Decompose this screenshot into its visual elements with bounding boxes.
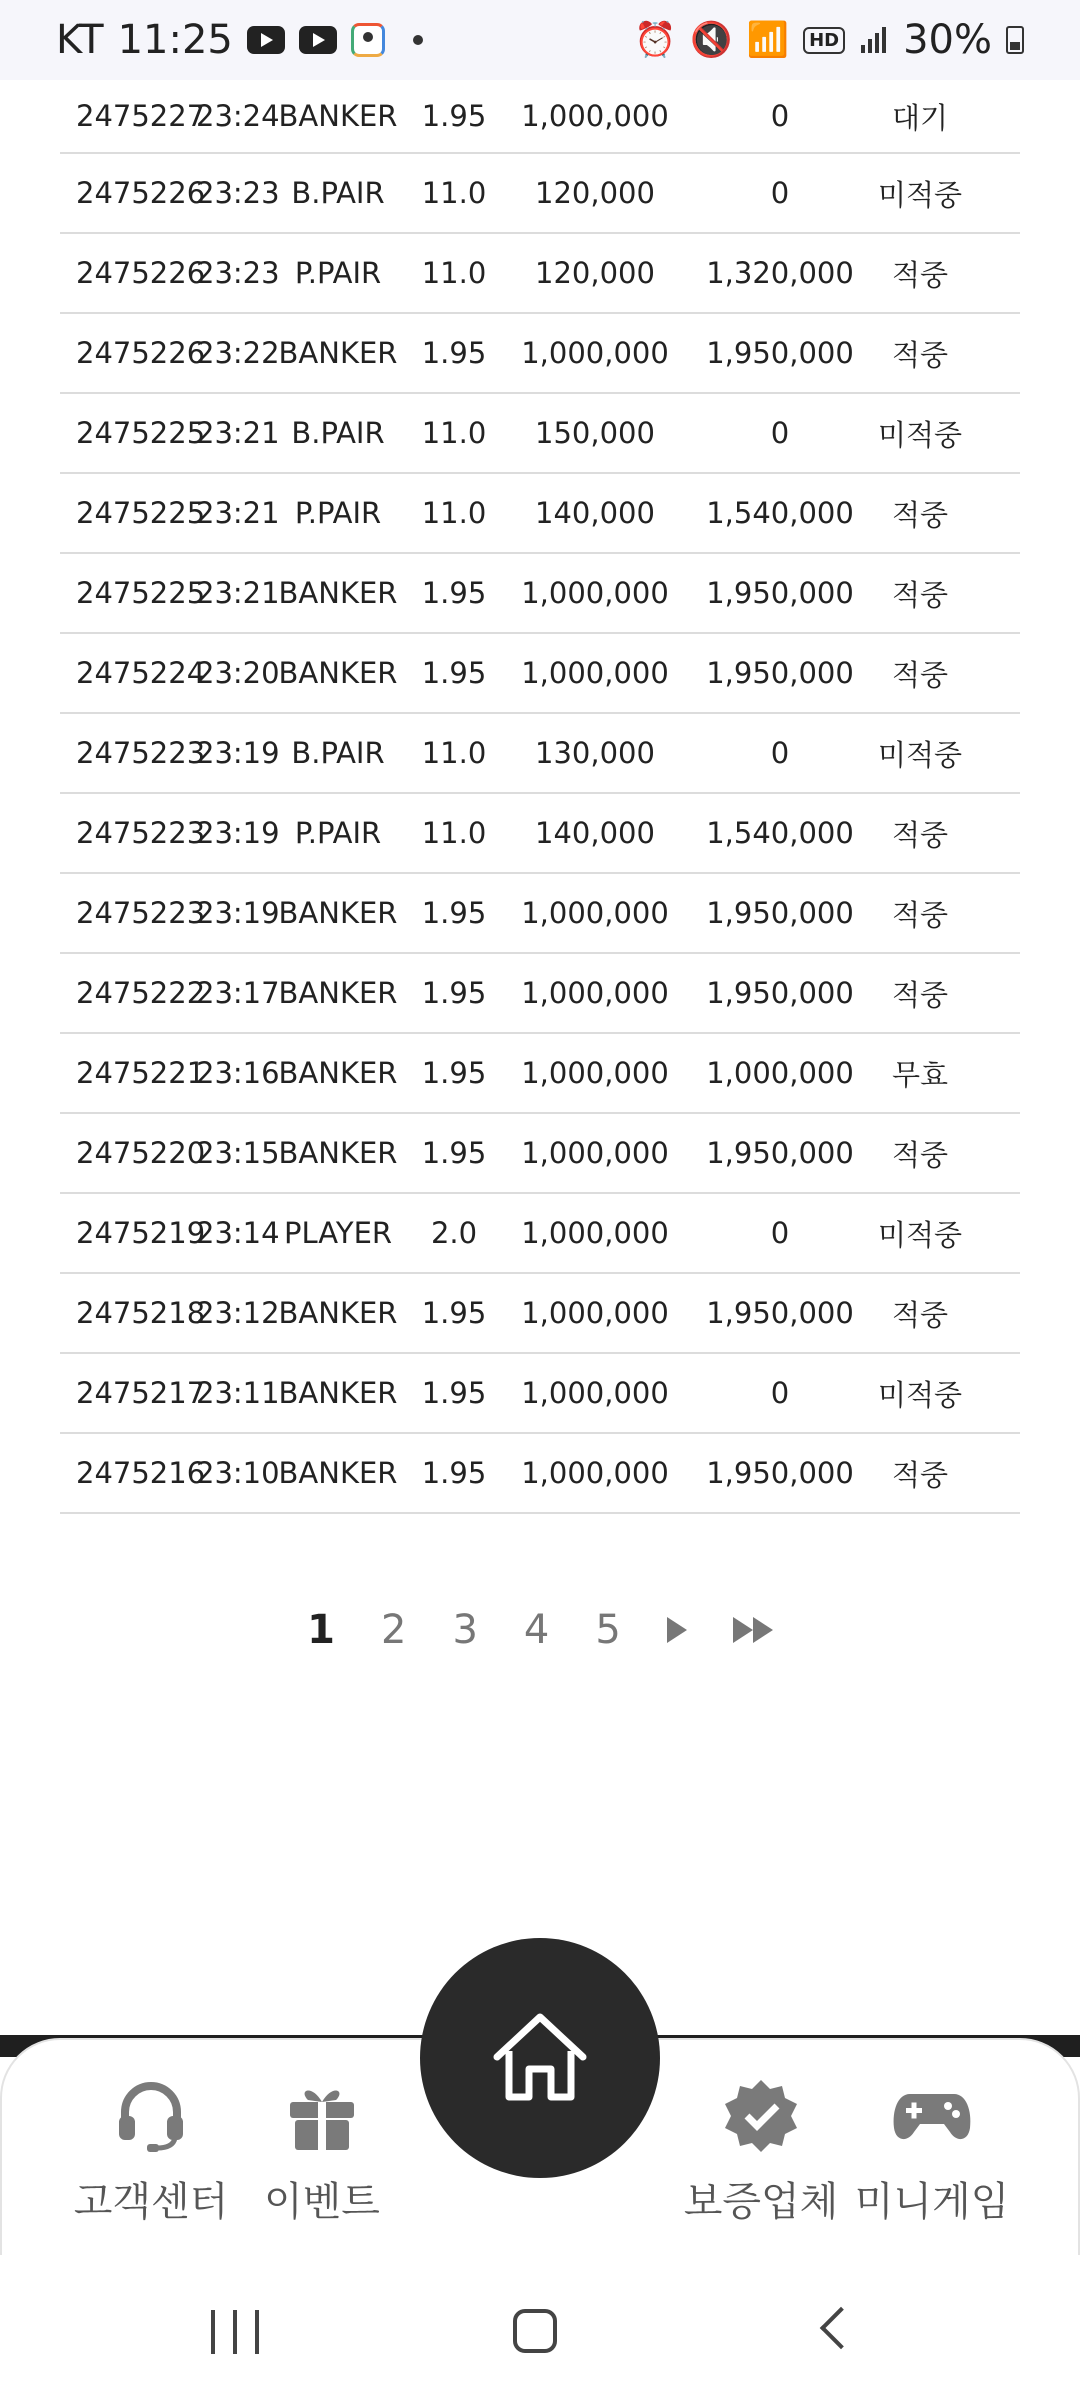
bet-odds-cell: 1.95 (421, 1296, 487, 1330)
bet-time-cell: 23:16 (196, 1056, 280, 1090)
win-amount-cell: 0 (770, 736, 790, 770)
carrier-label: KT (56, 17, 104, 63)
bet-id-cell: 2475219 (76, 1216, 206, 1250)
status-bar (0, 0, 1080, 80)
bet-id-cell: 2475218 (76, 1296, 206, 1330)
bet-amount-cell: 1,000,000 (521, 896, 669, 930)
bet-odds-cell: 11.0 (421, 816, 487, 850)
system-nav-bar (0, 2255, 1080, 2400)
pagination (0, 1595, 1080, 1665)
bet-amount-cell: 120,000 (535, 176, 655, 210)
win-amount-cell: 1,950,000 (706, 1136, 854, 1170)
bet-amount-cell: 150,000 (535, 416, 655, 450)
bet-odds-cell: 11.0 (421, 416, 487, 450)
result-cell: 적중 (891, 817, 949, 852)
bet-pick-cell: B.PAIR (291, 736, 385, 770)
bet-amount-cell: 1,000,000 (521, 1296, 669, 1330)
result-cell: 적중 (891, 497, 949, 532)
bet-amount-cell: 1,000,000 (521, 656, 669, 690)
bet-amount-cell: 1,000,000 (521, 1376, 669, 1410)
bet-pick-cell: BANKER (278, 1296, 398, 1330)
result-cell: 대기 (891, 100, 949, 135)
table-row[interactable] (60, 554, 1020, 634)
bet-amount-cell: 130,000 (535, 736, 655, 770)
youtube-icon (247, 26, 285, 54)
alarm-icon: ⏰ (634, 20, 677, 60)
bet-id-cell: 2475222 (76, 976, 206, 1010)
clock: 11:25 (117, 17, 233, 63)
last-page-icon[interactable] (733, 1617, 773, 1643)
result-cell: 미적중 (877, 1217, 963, 1252)
bet-id-cell: 2475225 (76, 496, 206, 530)
table-row[interactable] (60, 1354, 1020, 1434)
table-row[interactable] (60, 1274, 1020, 1354)
nav-label-events: 이벤트 (264, 2179, 380, 2225)
table-row[interactable] (60, 794, 1020, 874)
bet-id-cell: 2475223 (76, 736, 206, 770)
table-row[interactable] (60, 1194, 1020, 1274)
gift-icon (282, 2076, 362, 2156)
bet-amount-cell: 140,000 (535, 496, 655, 530)
recent-apps-icon[interactable] (211, 2310, 259, 2354)
mute-icon: 🔇 (690, 20, 733, 60)
bet-id-cell: 2475226 (76, 336, 206, 370)
table-row[interactable] (60, 1034, 1020, 1114)
nav-minigame[interactable] (847, 2076, 1017, 2227)
bet-id-cell: 2475223 (76, 816, 206, 850)
bet-amount-cell: 1,000,000 (521, 1216, 669, 1250)
table-row[interactable] (60, 234, 1020, 314)
win-amount-cell: 1,950,000 (706, 336, 854, 370)
bet-pick-cell: BANKER (278, 1456, 398, 1490)
status-right (634, 17, 1024, 63)
bet-odds-cell: 1.95 (421, 896, 487, 930)
bet-time-cell: 23:21 (196, 576, 280, 610)
result-cell: 적중 (891, 897, 949, 932)
page-4[interactable]: 4 (523, 1607, 550, 1653)
bet-time-cell: 23:12 (196, 1296, 280, 1330)
bet-amount-cell: 120,000 (535, 256, 655, 290)
bet-odds-cell: 1.95 (421, 1136, 487, 1170)
bet-id-cell: 2475225 (76, 416, 206, 450)
bet-odds-cell: 1.95 (421, 1056, 487, 1090)
win-amount-cell: 1,000,000 (706, 1056, 854, 1090)
result-cell: 미적중 (877, 177, 963, 212)
bet-time-cell: 23:19 (196, 736, 280, 770)
page-3[interactable]: 3 (452, 1607, 478, 1653)
youtube-icon (299, 26, 337, 54)
nav-customer-center[interactable] (66, 2076, 236, 2227)
bet-history-table (60, 80, 1020, 1514)
bet-id-cell: 2475225 (76, 576, 206, 610)
bet-pick-cell: B.PAIR (291, 176, 385, 210)
table-row[interactable] (60, 634, 1020, 714)
win-amount-cell: 1,320,000 (706, 256, 854, 290)
home-button[interactable] (420, 1938, 660, 2178)
bet-pick-cell: BANKER (278, 99, 398, 133)
result-cell: 적중 (891, 657, 949, 692)
bet-time-cell: 23:11 (196, 1376, 280, 1410)
bet-pick-cell: BANKER (278, 336, 398, 370)
bet-pick-cell: BANKER (278, 576, 398, 610)
table-row[interactable] (60, 80, 1020, 154)
bet-pick-cell: BANKER (278, 976, 398, 1010)
bet-time-cell: 23:24 (196, 99, 280, 133)
nav-events[interactable] (237, 2076, 407, 2227)
status-left (56, 17, 423, 63)
table-row[interactable] (60, 314, 1020, 394)
bet-amount-cell: 1,000,000 (521, 1456, 669, 1490)
bet-time-cell: 23:22 (196, 336, 280, 370)
result-cell: 미적중 (877, 417, 963, 452)
result-cell: 무효 (891, 1057, 949, 1092)
nav-label-customer-center: 고객센터 (73, 2179, 229, 2225)
bet-id-cell: 2475220 (76, 1136, 206, 1170)
bet-amount-cell: 1,000,000 (521, 336, 669, 370)
more-notifications-icon (413, 35, 423, 45)
table-row[interactable] (60, 1434, 1020, 1514)
bet-odds-cell: 1.95 (421, 576, 487, 610)
win-amount-cell: 1,540,000 (706, 496, 854, 530)
bet-pick-cell: PLAYER (283, 1216, 393, 1250)
bet-id-cell: 2475223 (76, 896, 206, 930)
bet-amount-cell: 1,000,000 (521, 1136, 669, 1170)
table-row[interactable] (60, 874, 1020, 954)
result-cell: 적중 (891, 337, 949, 372)
signal-icon (859, 25, 889, 55)
bet-amount-cell: 1,000,000 (521, 576, 669, 610)
bet-odds-cell: 1.95 (421, 1456, 487, 1490)
battery-percent: 30% (903, 17, 992, 63)
bet-time-cell: 23:23 (196, 256, 280, 290)
bet-time-cell: 23:15 (196, 1136, 280, 1170)
bet-time-cell: 23:19 (196, 816, 280, 850)
back-icon[interactable] (820, 2307, 862, 2349)
bet-time-cell: 23:17 (196, 976, 280, 1010)
nav-label-minigame: 미니게임 (854, 2179, 1010, 2225)
bet-id-cell: 2475224 (76, 656, 206, 690)
bet-id-cell: 2475226 (76, 176, 206, 210)
bet-odds-cell: 1.95 (421, 1376, 487, 1410)
home-icon (485, 2003, 595, 2113)
result-cell: 적중 (891, 1297, 949, 1332)
nav-label-verified: 보증업체 (683, 2179, 839, 2225)
bet-time-cell: 23:10 (196, 1456, 280, 1490)
result-cell: 적중 (891, 577, 949, 612)
bet-time-cell: 23:21 (196, 496, 280, 530)
bet-pick-cell: BANKER (278, 896, 398, 930)
bet-amount-cell: 140,000 (535, 816, 655, 850)
win-amount-cell: 1,950,000 (706, 1296, 854, 1330)
bet-id-cell: 2475227 (76, 99, 206, 133)
result-cell: 미적중 (877, 1377, 963, 1412)
bet-odds-cell: 11.0 (421, 176, 487, 210)
bet-pick-cell: BANKER (278, 656, 398, 690)
next-page-icon[interactable] (667, 1617, 687, 1643)
bet-odds-cell: 11.0 (421, 256, 487, 290)
win-amount-cell: 0 (770, 1376, 790, 1410)
page-1[interactable]: 1 (307, 1607, 336, 1653)
bet-id-cell: 2475216 (76, 1456, 206, 1490)
table-row[interactable] (60, 474, 1020, 554)
bet-id-cell: 2475217 (76, 1376, 206, 1410)
bet-time-cell: 23:14 (196, 1216, 280, 1250)
win-amount-cell: 1,950,000 (706, 656, 854, 690)
result-cell: 적중 (891, 977, 949, 1012)
win-amount-cell: 0 (770, 99, 790, 133)
table-row[interactable] (60, 1114, 1020, 1194)
table-row[interactable] (60, 954, 1020, 1034)
bet-odds-cell: 1.95 (421, 976, 487, 1010)
bet-time-cell: 23:20 (196, 656, 280, 690)
result-cell: 적중 (891, 257, 949, 292)
win-amount-cell: 1,950,000 (706, 1456, 854, 1490)
bet-time-cell: 23:19 (196, 896, 280, 930)
bet-time-cell: 23:23 (196, 176, 280, 210)
bet-odds-cell: 1.95 (421, 656, 487, 690)
system-home-icon[interactable] (513, 2309, 557, 2353)
bet-amount-cell: 1,000,000 (521, 99, 669, 133)
bet-odds-cell: 2.0 (430, 1216, 478, 1250)
bet-odds-cell: 11.0 (421, 736, 487, 770)
bet-id-cell: 2475221 (76, 1056, 206, 1090)
page-2[interactable]: 2 (381, 1607, 407, 1653)
bet-pick-cell: P.PAIR (294, 816, 382, 850)
table-row[interactable] (60, 714, 1020, 794)
bet-amount-cell: 1,000,000 (521, 1056, 669, 1090)
verified-badge-icon (721, 2076, 801, 2156)
bet-time-cell: 23:21 (196, 416, 280, 450)
hd-voice-icon: HD (803, 27, 845, 54)
win-amount-cell: 0 (770, 416, 790, 450)
battery-icon (1006, 26, 1024, 54)
table-row[interactable] (60, 394, 1020, 474)
win-amount-cell: 1,950,000 (706, 576, 854, 610)
map-pin-icon (351, 23, 385, 57)
bet-amount-cell: 1,000,000 (521, 976, 669, 1010)
bet-pick-cell: P.PAIR (294, 256, 382, 290)
bet-pick-cell: BANKER (278, 1136, 398, 1170)
bet-odds-cell: 1.95 (421, 336, 487, 370)
result-cell: 적중 (891, 1137, 949, 1172)
table-row[interactable] (60, 154, 1020, 234)
bet-odds-cell: 1.95 (421, 99, 487, 133)
bet-odds-cell: 11.0 (421, 496, 487, 530)
bet-pick-cell: BANKER (278, 1056, 398, 1090)
wifi-icon: 📶 (746, 20, 790, 60)
headset-icon (111, 2076, 191, 2156)
gamepad-icon (890, 2076, 974, 2156)
bet-pick-cell: P.PAIR (294, 496, 382, 530)
nav-verified[interactable] (676, 2076, 846, 2227)
bet-pick-cell: B.PAIR (291, 416, 385, 450)
bet-id-cell: 2475226 (76, 256, 206, 290)
win-amount-cell: 1,950,000 (706, 896, 854, 930)
win-amount-cell: 1,950,000 (706, 976, 854, 1010)
win-amount-cell: 1,540,000 (706, 816, 854, 850)
page-5[interactable]: 5 (595, 1607, 621, 1653)
win-amount-cell: 0 (770, 1216, 790, 1250)
result-cell: 적중 (891, 1457, 949, 1492)
result-cell: 미적중 (877, 737, 963, 772)
win-amount-cell: 0 (770, 176, 790, 210)
bet-pick-cell: BANKER (278, 1376, 398, 1410)
